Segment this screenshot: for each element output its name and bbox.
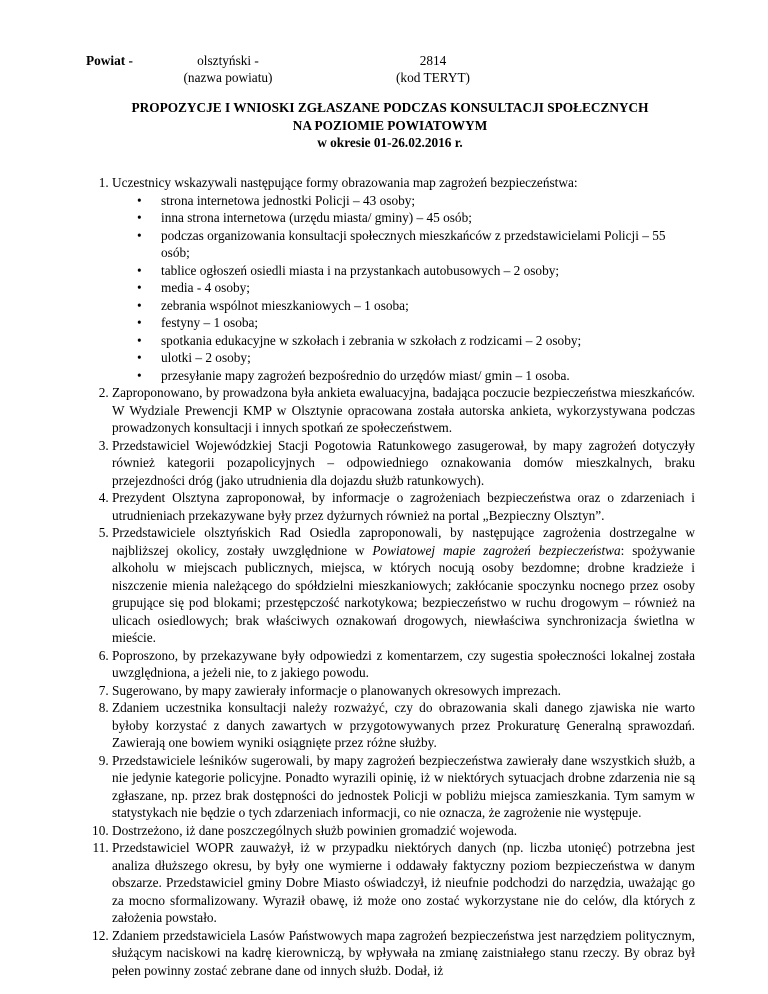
proposals-list [86,174,695,979]
item-1-intro: Uczestnicy wskazywali następujące formy obrazowania map zagrożeń bezpieczeństwa: [112,175,578,190]
bullet-item: • spotkania edukacyjne w szkołach i zebrania w szkołach z rodzicami – 2 osoby; [149,332,695,350]
list-item: 7. Sugerowano, by mapy zawierały informacje o planowanych okresowych imprezach. [112,682,695,700]
bullet-item: • media - 4 osoby; [149,279,695,297]
powiat-field [160,52,296,86]
bullet-icon [137,332,147,350]
list-item: 8. Zdaniem uczestnika konsultacji należy rozważyć, czy do obrazowania skali danego zjawiska nie warto byłoby korzystać z danych zawartych w przygotowywanych przez Prokuraturę Generalną sprawozdań. Zawierają one bowiem wyniki osiągnięte przez różne służby. [112,699,695,752]
bullet-icon [137,192,147,210]
bullet-icon [137,209,147,227]
teryt-field [365,52,501,86]
list-item: 2. Zaproponowano, by prowadzona była ankieta ewaluacyjna, badająca poczucie bezpieczeństwa mieszkańców. W Wydziale Prewencji KMP w Olsztynie opracowana została autorska ankieta, wykorzystywana podczas prowadzonych konsultacji i innych spotkań ze społeczeństwem. [112,384,695,437]
title-line-2: NA POZIOMIE POWIATOWYM [292,117,488,133]
document-title [86,99,694,152]
bullet-icon [137,279,147,297]
list-item: 4. Prezydent Olsztyna zaproponował, by informacje o zagrożeniach bezpieczeństwa oraz o zdarzeniach i utrudnieniach przekazywane były przez dyżurnych również na portal „Bezpieczny Olsztyn”. [112,489,695,524]
teryt-value: 2814 [419,53,447,68]
title-line-3: w okresie 01-26.02.2016 r. [317,135,463,150]
list-item: 11. Przedstawiciel WOPR zauważył, iż w przypadku niektórych danych (np. liczba utonięć) potrzebna jest analiza dłuższego okresu, by były one wymierne i oddawały faktyczny poziom bezpieczeństwa w danym obszarze. Przedstawiciel gminy Dobre Miasto oświadczył, iż nieufnie podchodzi do narzędzia, uważając go za mocno sformalizowany. Wyraził obawę, iż może ono zostać wykorzystane nie do celów, dla których z założenia powstało. [112,839,695,927]
bullet-item: • ulotki – 2 osoby; [149,349,695,367]
bullet-icon [137,367,147,385]
bullet-item: • przesyłanie mapy zagrożeń bezpośrednio do urzędów miast/ gmin – 1 osoba. [149,367,695,385]
list-item: 9. Przedstawiciele leśników sugerowali, by mapy zagrożeń bezpieczeństwa zawierały dane wszystkich służb, a nie jedynie kategorie policyjne. Ponadto wyrazili opinię, iż w niektórych sytuacjach drobne zdarzenia nie są zgłaszane, np. przez brak dostępności do jednostek Policji w pobliżu miejsca zamieszkania. Tym samym w statystykach nie będzie o tych zdarzeniach informacji, co nie oznacza, że zagrożenie nie występuje. [112,752,695,822]
list-item: 5. Przedstawiciele olsztyńskich Rad Osiedla zaproponowali, by następujące zagrożenia dostrzegalne w najbliższej okolicy, zostały uwzględnione w Powiatowej mapie zagrożeń bezpieczeństwa: spożywanie alkoholu w miejscach publicznych, miejsca, w których nocują osoby bezdomne; drobne kradzieże i niszczenie mienia należącego do spółdzielni mieszkaniowych; zakłócanie spoczynku nocnego przez osoby grupujące się pod blokami; przestępczość narkotykowa; bezpieczeństwo w ruchu drogowym – również na ulicach osiedlowych; brak właściwych oznakowań drogowych, niewłaściwa synchronizacja świetlna w mieście. [112,524,695,647]
bullet-icon [137,262,147,280]
powiat-caption: (nazwa powiatu) [183,70,273,85]
list-item: 10. Dostrzeżono, iż dane poszczególnych służb powinien gromadzić wojewoda. [112,822,695,840]
list-item: 6. Poproszono, by przekazywane były odpowiedzi z komentarzem, czy sugestia społeczności lokalnej została uwzględniona, a jeżeli nie, to z jakiego powodu. [112,647,695,682]
display-forms-list [112,192,695,385]
map-name-italic: Powiatowej mapie zagrożeń bezpieczeństwa [372,542,621,558]
bullet-item: • tablice ogłoszeń osiedli miasta i na przystankach autobusowych – 2 osoby; [149,262,695,280]
bullet-item: • zebrania wspólnot mieszkaniowych – 1 osoba; [149,297,695,315]
powiat-label: Powiat - [86,53,133,68]
bullet-item: • podczas organizowania konsultacji społecznych mieszkańców z przedstawicielami Policji – 55 osób; [149,227,695,262]
list-item [112,174,695,384]
bullet-item: • inna strona internetowa (urzędu miasta/ gminy) – 45 osób; [149,209,695,227]
title-line-1: PROPOZYCJE I WNIOSKI ZGŁASZANE PODCZAS KONSULTACJI SPOŁECZNYCH [131,100,649,115]
list-item: 3. Przedstawiciel Wojewódzkiej Stacji Pogotowia Ratunkowego zasugerował, by mapy zagrożeń dotyczyły również kategorii pozapolicyjnych – odpowiedniego oznakowania domów mieszkalnych, braku przejezdności dróg (jako utrudnienia dla dojazdu służb ratunkowych). [112,437,695,490]
bullet-icon [137,349,147,367]
powiat-value: olsztyński - [197,53,259,68]
bullet-item: • strona internetowa jednostki Policji – 43 osoby; [149,192,695,210]
teryt-caption: (kod TERYT) [396,70,470,85]
bullet-icon [137,227,147,245]
list-item: 12. Zdaniem przedstawiciela Lasów Państwowych mapa zagrożeń bezpieczeństwa jest narzędziem politycznym, służącym naciskowi na kadrę kierowniczą, by wpływała na zmianę zaistniałego stanu rzeczy. By obraz był pełen powinny zostać zebrane dane od innych służb. Dodał, iż [112,927,695,980]
bullet-item: • festyny – 1 osoba; [149,314,695,332]
bullet-icon [137,297,147,315]
document-body [86,174,695,979]
bullet-icon [137,314,147,332]
